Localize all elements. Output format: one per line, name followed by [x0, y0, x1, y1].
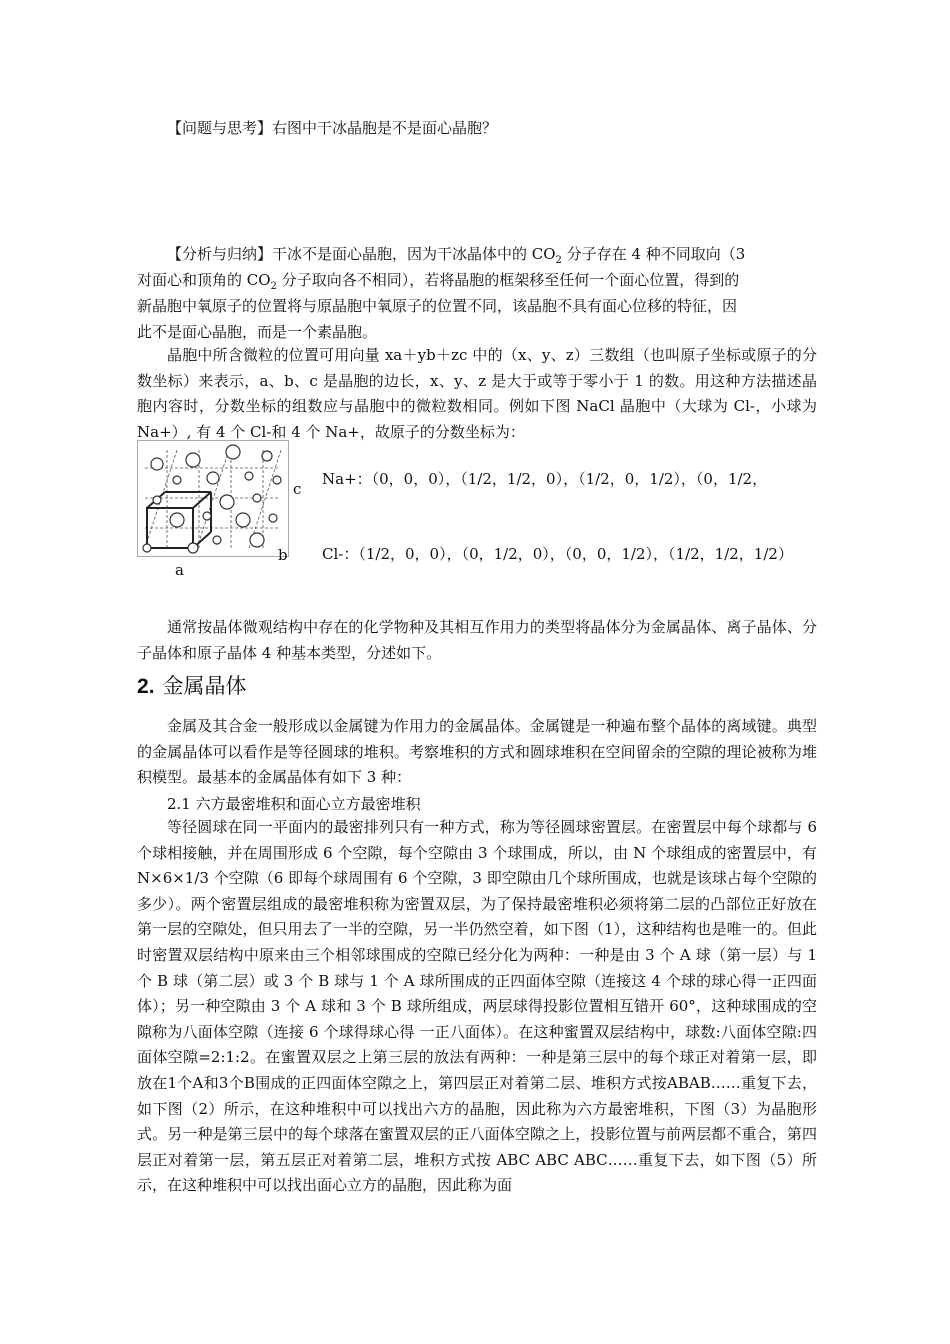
na-coordinates: Na+：（0，0，0），（1/2，1/2，0），（1/2，0，1/2），（0，1/2， [322, 470, 768, 488]
analysis-line-1 [167, 244, 745, 271]
subscript-2: 2 [270, 281, 277, 292]
analysis-text-2b: 分子取向各不相同），若将晶胞的框架移至任何一个面心位置，得到的 [276, 271, 740, 289]
question-text: 【问题与思考】右图中干冰晶胞是不是面心晶胞？ [167, 119, 498, 137]
analysis-line-3: 新晶胞中氧原子的位置将与原晶胞中氧原子的位置不同，该晶胞不具有面心位移的特征，因 [137, 297, 738, 315]
section-number: 2 [137, 675, 149, 698]
section-heading [137, 674, 247, 699]
coordinates-paragraph: 晶胞中所含微粒的位置可用向量 xa＋yb＋zc 中的（x、y、z）三数组（也叫原子坐标或原子的分数坐标）来表示，a、b、c 是晶胞的边长，x、y、z 是大于或等于零小于 1 的数。用这种方法描述晶胞内容时，分数坐标的组数应与晶胞中的微粒数相同。例如下图 NaCl 晶胞中（大球为 Cl-，小球为 Na+）, 有 4 个 Cl-和 4 个 Na+，故原子的分数坐标为： [137, 346, 817, 441]
subsection-heading: 2.1 六方最密堆积和面心立方最密堆积 [167, 795, 421, 813]
analysis-text-1a: 【分析与归纳】干冰不是面心晶胞，因为干冰晶体中的 CO [167, 245, 556, 263]
section-dot: . [148, 675, 155, 698]
axis-c-label: c [293, 480, 302, 498]
metal-crystal-paragraph: 金属及其合金一般形成以金属键为作用力的金属晶体。金属键是一种遍布整个晶体的离域键。典型的金属晶体可以看作是等径圆球的堆积。考察堆积的方式和圆球堆积在空间留余的空隙的理论被称为堆积模型。最基本的金属晶体有如下 3 种： [137, 717, 817, 787]
analysis-text-1b: 分子存在 4 种不同取向（3 [561, 245, 746, 263]
analysis-line-2 [137, 270, 739, 297]
analysis-line-4: 此不是面心晶胞，而是一个素晶胞。 [137, 323, 378, 341]
crystal-classes-paragraph: 通常按晶体微观结构中存在的化学物种及其相互作用力的类型将晶体分为金属晶体、离子晶体、分子晶体和原子晶体 4 种基本类型，分述如下。 [137, 618, 817, 662]
analysis-text-2a: 对面心和顶角的 CO [137, 271, 271, 289]
section-title: 金属晶体 [162, 674, 247, 698]
nacl-unit-cell-figure [137, 440, 289, 557]
packing-paragraph: 等径圆球在同一平面内的最密排列只有一种方式，称为等径圆球密置层。在密置层中每个球都与 6 个球相接触，并在周围形成 6 个空隙，每个空隙由 3 个球围成，所以，由 N 个球组成的密置层中，有 N×6×1/3 个空隙（6 即每个球周围有 6 个空隙，3 即空隙由几个球所围成，也就是该球占每个空隙的多少）。两个密置层组成的最密堆积称为密置双层，为了保持最密堆积必须将第二层的凸部位正好放在第一层的空隙处，但只用去了一半的空隙，另一半仍然空着，如下图（1），这种结构也是唯一的。但此时密置双层结构中原来由三个相邻球围成的空隙已经分化为两种：一种是由 3 个 A 球（第一层）与 1 个 B 球（第二层）或 3 个 B 球与 1 个 A 球所围成的正四面体空隙（连接这 4 个球的球心得一正四面体）；另一种空隙由 3 个 A 球和 3 个 B 球所组成，两层球得投影位置相互错开 60°，这种球围成的空隙称为八面体空隙（连接 6 个球得球心得 一正八面体）。在这种蜜置双层结构中，球数:八面体空隙:四面体空隙=2:1:2。在蜜置双层之上第三层的放法有两种：一种是第三层中的每个球正对着第一层，即放在1个A和3个B围成的正四面体空隙之上，第四层正对着第二层、堆积方式按ABAB……重复下去，如下图（2）所示，在这种堆积中可以找出六方的晶胞，因此称为六方最密堆积，下图（3）为晶胞形式。另一种是第三层中的每个球落在蜜置双层的正八面体空隙之上，投影位置与前两层都不重合，第四层正对着第一层，第五层正对着第二层，堆积方式按 ABC ABC ABC……重复下去，如下图（5）所示，在这种堆积中可以找出面心立方的晶胞，因此称为面 [137, 818, 817, 1195]
axis-b-label: b [278, 546, 288, 564]
axis-a-label: a [175, 561, 184, 579]
cl-coordinates: Cl-：（1/2，0，0），（0，1/2，0），（0，0，1/2），（1/2，1/2，1/2） [322, 545, 793, 563]
subscript-2: 2 [555, 255, 562, 266]
